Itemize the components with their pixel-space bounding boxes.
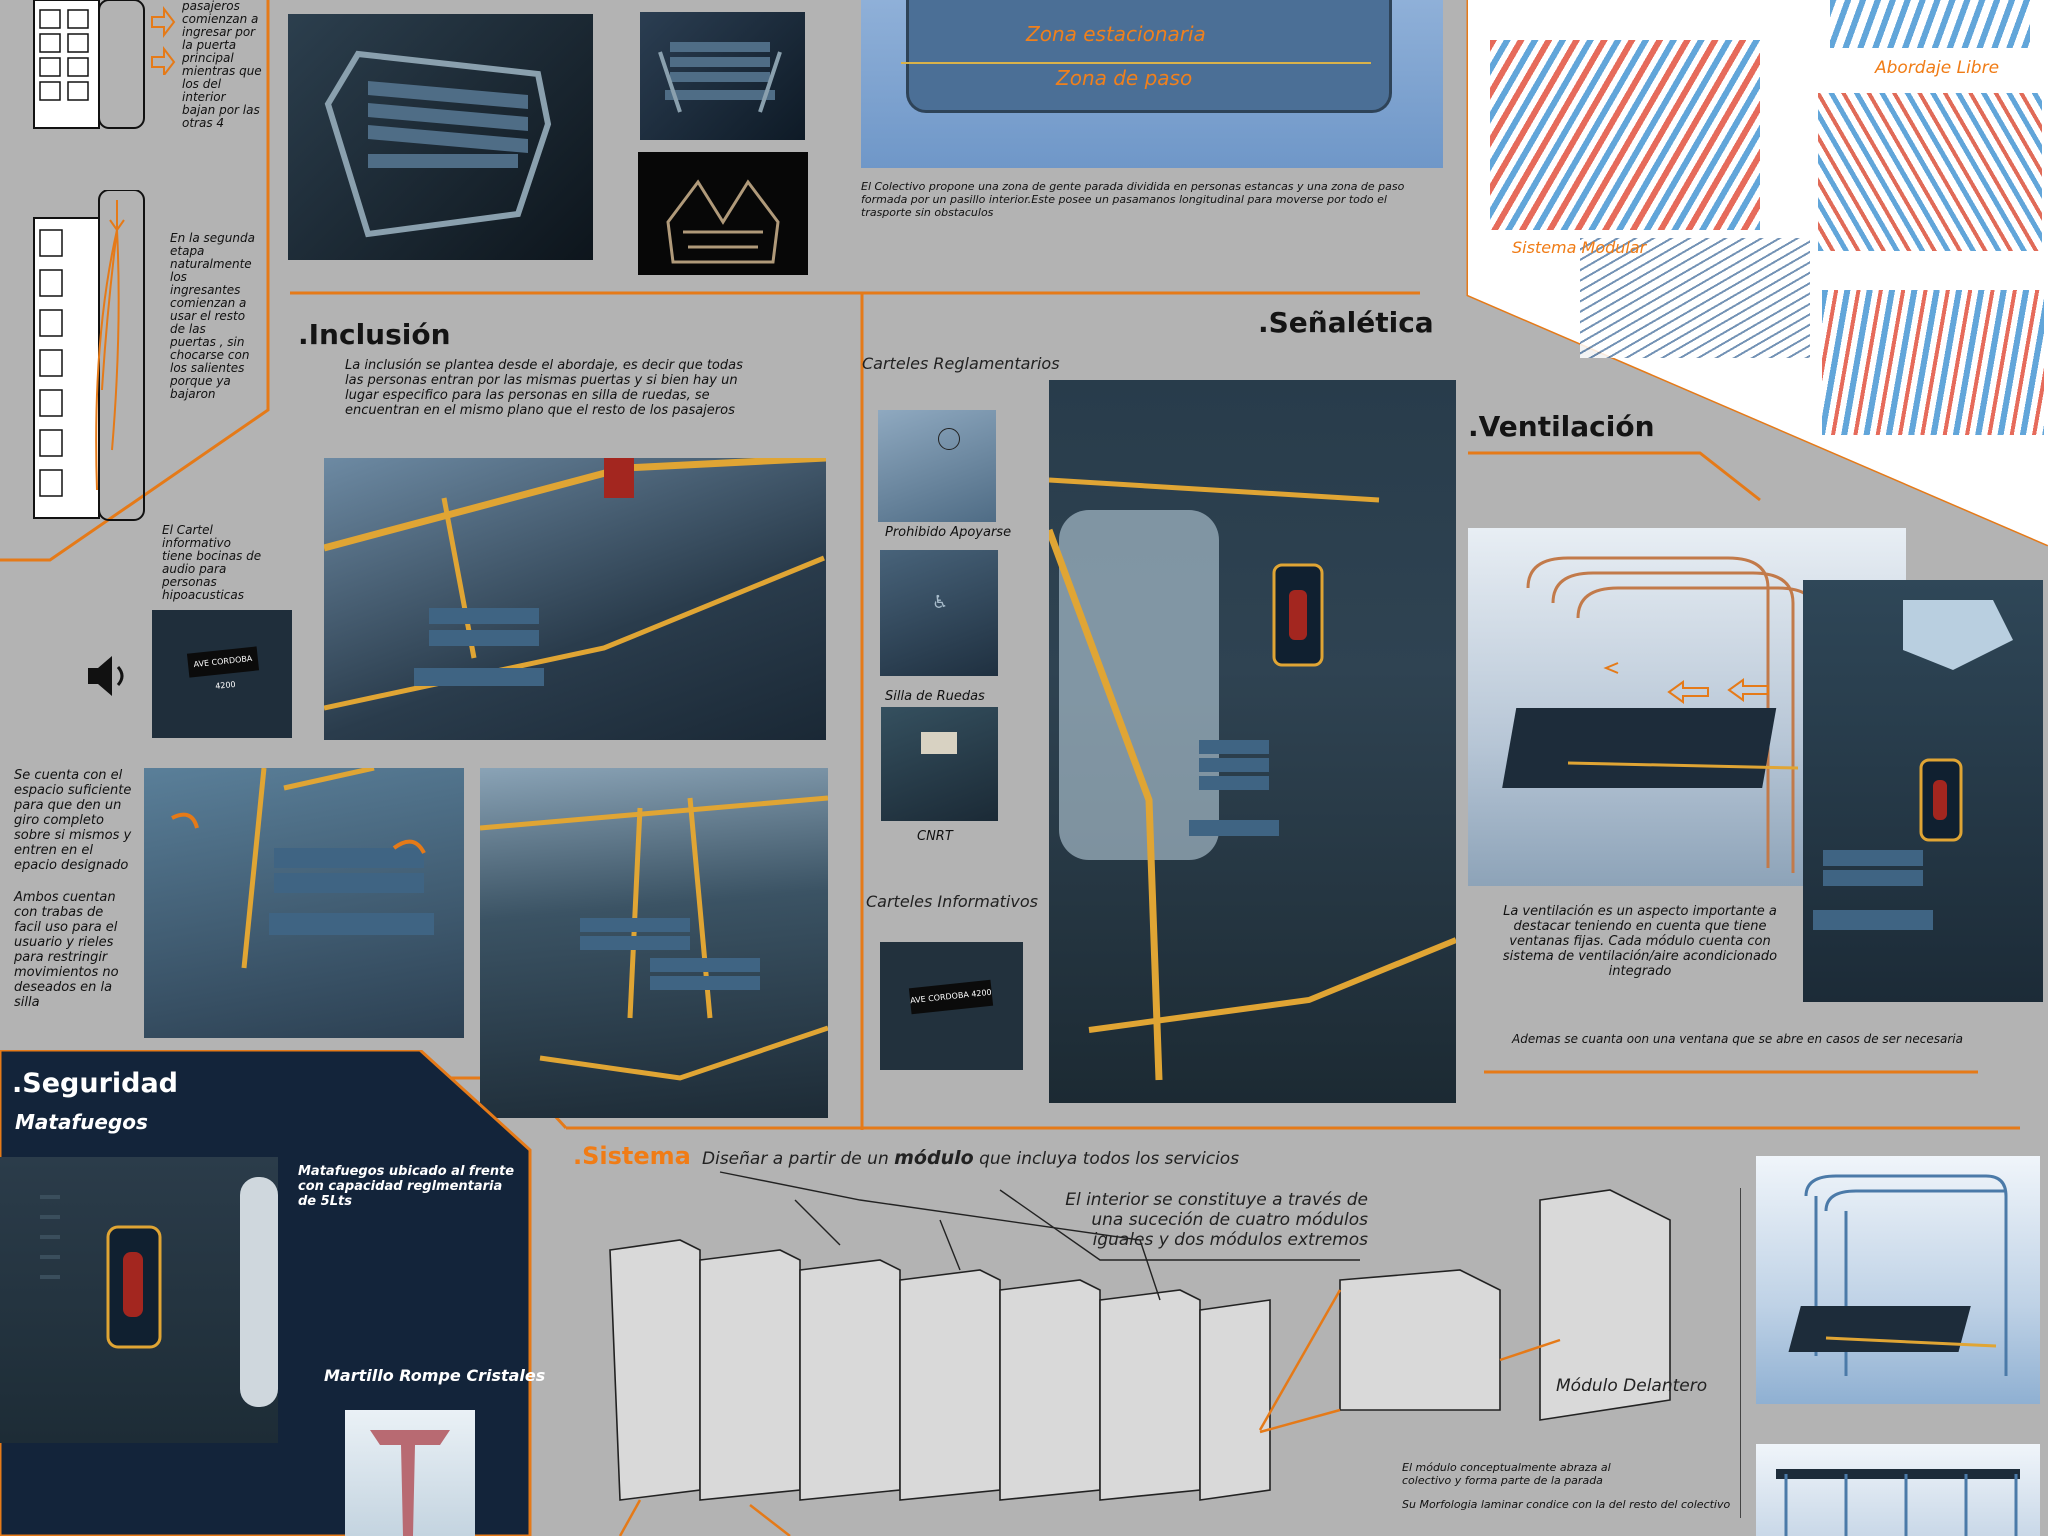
matafuegos-text: Matafuegos ubicado al frente con capacidad reglmentaria de 5Lts <box>298 1164 515 1209</box>
sketch-interior-1 <box>1490 40 1760 230</box>
audio-sign-render <box>152 610 292 738</box>
info-sign-plate: AVE CORDOBA 4200 <box>909 980 993 1014</box>
modular-label: Sistema Modular <box>1512 238 1647 257</box>
silla-sign-render <box>880 550 998 676</box>
module-render-blue-2 <box>1756 1444 2040 1536</box>
arrow-right-icon <box>150 5 176 75</box>
cnrt-label: CNRT <box>917 829 953 844</box>
ventilacion-title: .Ventilación <box>1468 410 1655 443</box>
audio-caption: El Cartel informativo tiene bocinas de audio para personas hipoacusticas <box>162 523 262 602</box>
seguridad-title: .Seguridad <box>12 1068 179 1099</box>
morph-text: Su Morfologia laminar condice con la del resto del colectivo <box>1402 1498 1731 1511</box>
boarding-text-1: pasajeros comienzan a ingresar por la puerta principal mientras que los del interior bajan por las otras 4 <box>182 0 262 130</box>
apoyarse-sign-render <box>878 410 996 522</box>
zona-paso-label: Zona de paso <box>1056 66 1193 90</box>
senaletica-title: .Señalética <box>1258 306 1434 339</box>
matafuegos-render <box>0 1157 278 1443</box>
ventilation-interior-render <box>1803 580 2043 1002</box>
seat-render-large <box>288 14 593 260</box>
wheelchair-render <box>144 768 464 1038</box>
inclusion-render-main <box>324 458 826 740</box>
tagline-post: que incluya todos los servicios <box>979 1149 1240 1169</box>
tagline-bold: módulo <box>894 1147 974 1169</box>
modulo-delantero-label: Módulo Delantero <box>1556 1376 1708 1396</box>
senaletica-render-tall <box>1049 380 1456 1103</box>
bus-zones-render <box>861 0 1443 168</box>
sketch-top-fragment <box>1830 0 2030 48</box>
inclusion-title: .Inclusión <box>298 318 451 351</box>
sistema-interior-text: El interior se constituye a través de una suceción de cuatro módulos iguales y dos módulos extremos <box>1065 1190 1368 1250</box>
inclusion-text: La inclusión se plantea desde el abordaje, es decir que todas las personas entran por las mismas puertas y si bien hay un lugar especifico para las personas en silla de ruedas, se encuentran en el mismo plano que el resto de los pasajeros <box>345 358 743 418</box>
sistema-title: .Sistema <box>573 1142 691 1170</box>
module-render-blue <box>1756 1156 2040 1404</box>
wheelchair-icon: ♿ <box>932 592 949 613</box>
sketch-interior-2 <box>1818 93 2042 251</box>
matafuegos-subtitle: Matafuegos <box>15 1110 148 1134</box>
sistema-divider <box>1740 1188 1741 1518</box>
ventilacion-text: La ventilación es un aspecto importante a destacar teniendo en cuenta que tiene ventanas fijas. Cada módulo cuenta con sistema de ventilación/aire acondicionado integrado <box>1502 904 1778 979</box>
abordaje-label: Abordaje Libre <box>1875 58 2000 78</box>
turn-text: Se cuenta con el espacio suficiente para que den un giro completo sobre si mismos y entren en el epacio designado <box>14 768 132 873</box>
apoyarse-label: Prohibido Apoyarse <box>885 525 1012 540</box>
zona-estacionaria-label: Zona estacionaria <box>1026 22 1206 46</box>
boarding-text-2: En la segunda etapa naturalmente los ingresantes comienzan a usar el resto de las puertas , sin chocarse con los salientes porque ya bajaron <box>170 231 255 401</box>
audio-sign-plate: AVE CORDOBA 4200 <box>187 646 259 677</box>
cnrt-sign-render <box>881 707 998 821</box>
ventilacion-text-2: Ademas se cuanta oon una ventana que se abre en casos de ser necesaria <box>1512 1032 1963 1046</box>
concept-text: El módulo conceptualmente abraza al colectivo y forma parte de la parada <box>1402 1461 1611 1487</box>
sketch-interior-3 <box>1822 290 2044 435</box>
martillo-render <box>345 1410 475 1536</box>
tagline-pre: Diseñar a partir de un <box>702 1149 889 1169</box>
seat-render-small <box>640 12 805 140</box>
info-sign-render <box>880 942 1023 1070</box>
martillo-label: Martillo Rompe Cristales <box>324 1366 546 1385</box>
informativos-label: Carteles Informativos <box>866 892 1038 911</box>
seat-frame-render <box>638 152 808 275</box>
silla-label: Silla de Ruedas <box>885 689 985 704</box>
speaker-icon <box>86 653 130 699</box>
boarding-diagram-bottom <box>32 190 147 525</box>
reglamentarios-label: Carteles Reglamentarios <box>862 354 1060 373</box>
zones-caption: El Colectivo propone una zona de gente parada dividida en personas estancas y una zona de paso formada por un pasillo interior.Este posee un pasamanos longitudinal para moverse por todo el trasporte sin obstaculos <box>861 180 1405 219</box>
locks-text: Ambos cuentan con trabas de facil uso para el usuario y rieles para restringir movimientos no deseados en la silla <box>14 890 119 1010</box>
boarding-diagram-top <box>32 0 147 130</box>
